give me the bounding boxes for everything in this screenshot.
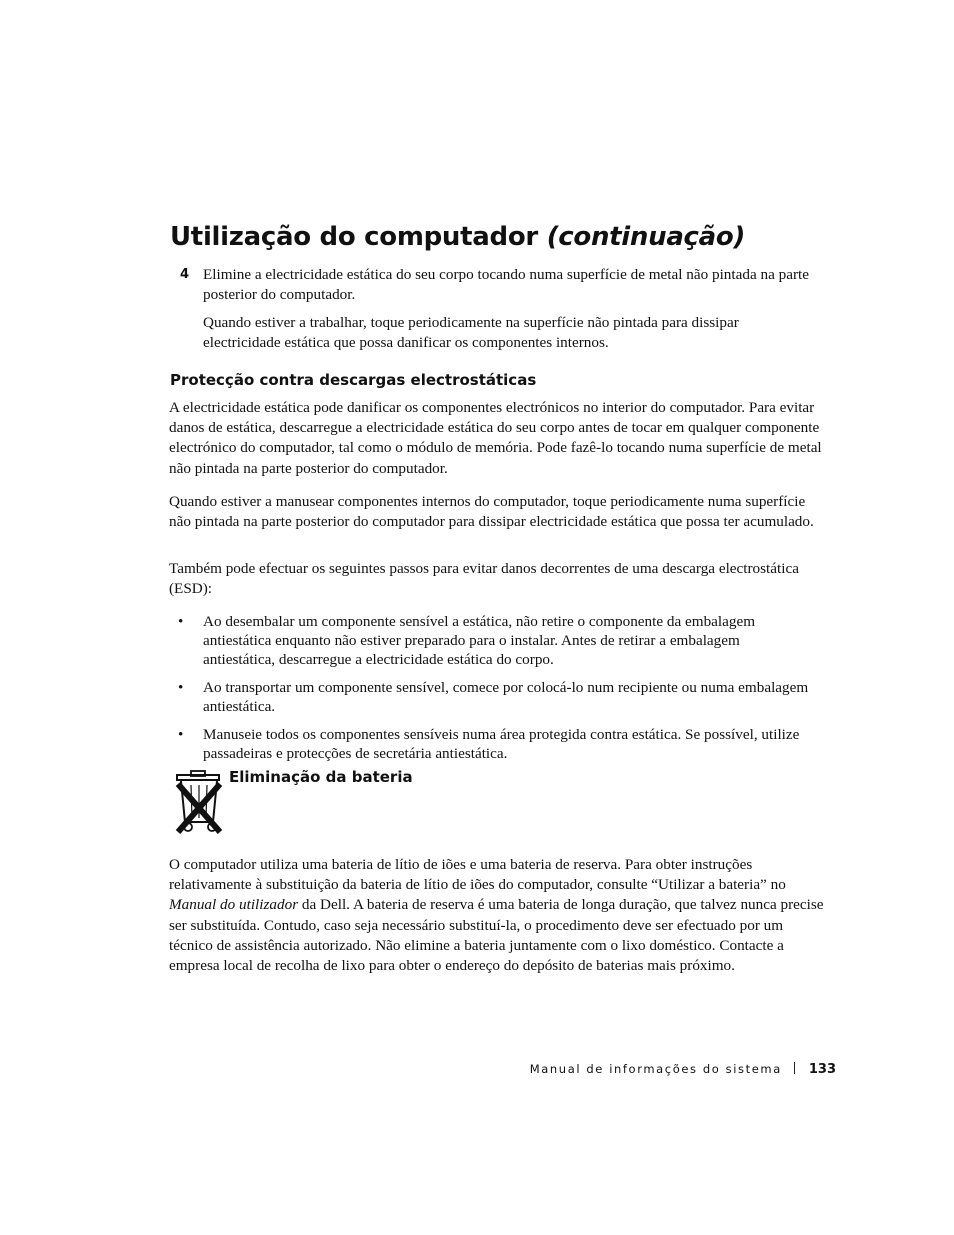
esd-paragraph-1: A electricidade estática pode danificar os componentes electrónicos no interior do computador. Para evitar danos de estática, descarregue a electricidade estática do seu corpo antes de tocar em qualquer componente electrónico do computador, tal como o módulo de memória. Pode fazê-lo tocando numa superfície de metal não pintada na parte posterior do computador. [169, 399, 822, 477]
esd-bullet-list [169, 612, 809, 772]
battery-text-part-1: O computador utiliza uma bateria de lítio de iões e uma bateria de reserva. Para obter instruções relativamente à substituição da bateria de lítio de iões do computador, consulte “Utilizar a bateria” no [169, 856, 786, 894]
bullet-text: Ao desembalar um componente sensível a estática, não retire o componente da embalagem antiestática enquanto não estiver preparado para o instalar. Antes de retirar a embalagem antiestática, descarregue a electricidade estática do corpo. [203, 613, 756, 668]
bullet-marker: • [178, 613, 184, 630]
list-item [169, 612, 809, 669]
list-item [169, 678, 809, 716]
step-text: Elimine a electricidade estática do seu corpo tocando numa superfície de metal não pintada na parte posterior do computador. [203, 266, 809, 303]
esd-section-heading: Protecção contra descargas electrostáticas [170, 371, 537, 389]
page-title [170, 222, 745, 252]
esd-paragraph-3: Também pode efectuar os seguintes passos para evitar danos decorrentes de uma descarga electrostática (ESD): [169, 560, 799, 598]
esd-paragraph-2: Quando estiver a manusear componentes internos do computador, toque periodicamente numa superfície não pintada na parte posterior do computador para dissipar electricidade estática que possa ter acumulado. [169, 493, 814, 531]
step-number: 4 [180, 267, 190, 282]
bullet-text: Manuseie todos os componentes sensíveis numa área protegida contra estática. Se possível, utilize passadeiras e protecções de secretária antiestática. [203, 726, 800, 762]
bullet-marker: • [178, 726, 184, 743]
footer-separator [794, 1062, 795, 1074]
footer-manual-name: Manual de informações do sistema [529, 1062, 782, 1076]
battery-text-part-2: da Dell. A bateria de reserva é uma bateria de longa duração, que talvez nunca precise ser substituída. Contudo, caso seja necessário substituí-la, o procedimento deve ser efectuado por um técnico de assistência autorizado. Não elimine a bateria juntamente com o lixo doméstico. Contacte a empresa local de recolha de lixo para obter o endereço do depósito de baterias mais próximo. [169, 896, 824, 975]
battery-paragraph [169, 855, 829, 976]
step-4 [180, 265, 810, 353]
step-note: Quando estiver a trabalhar, toque periodicamente na superfície não pintada para dissipar electricidade estática que possa danificar os componentes internos. [203, 314, 739, 351]
bullet-text: Ao transportar um componente sensível, comece por colocá-lo num recipiente ou numa embalagem antiestática. [203, 679, 809, 715]
list-item [169, 725, 809, 763]
user-manual-reference: Manual do utilizador [169, 896, 299, 914]
bullet-marker: • [178, 679, 184, 696]
page-number: 133 [808, 1062, 836, 1077]
battery-section-heading: Eliminação da bateria [229, 768, 413, 786]
page-title-main: Utilização do computador [170, 222, 538, 252]
page-footer [530, 1062, 836, 1077]
crossed-out-wheeled-bin-icon [174, 770, 224, 836]
page-title-continuation: (continuação) [546, 222, 746, 252]
